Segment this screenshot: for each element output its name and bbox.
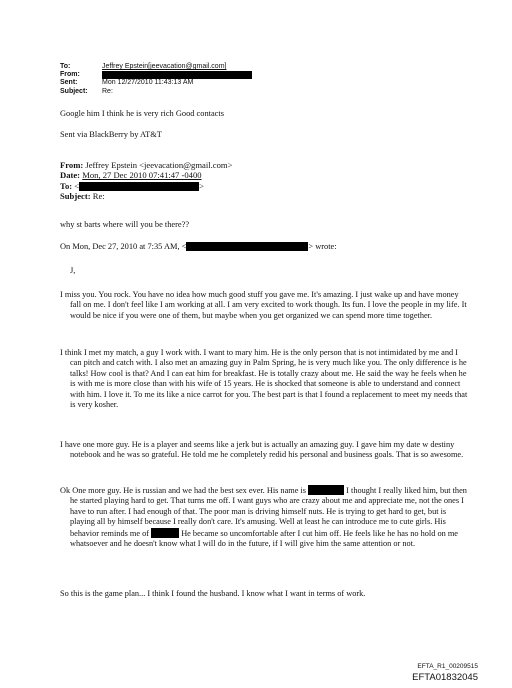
- blackberry-signature: Sent via BlackBerry by AT&T: [60, 130, 162, 139]
- paragraph-3: I have one more guy. He is a player and seems like a jerk but is actually an amazing guy. I gave him my date w destiny notebook and he was so grateful. He told me he completely redid his personal and business goals. That is so awesome.: [60, 440, 464, 460]
- redaction-box: [308, 485, 344, 495]
- greeting: J,: [70, 266, 76, 275]
- outer-from-label: From:: [60, 71, 80, 79]
- paragraph-4-part-3: He became so uncomfortable after I cut him off. He feels like he has no hold on me whatsoever and he doesn't know what I will do in the future, if I will give him the same attention or not.: [70, 528, 458, 549]
- reply-line: Google him I think he is very rich Good contacts: [60, 109, 224, 118]
- outer-subject-row: [60, 88, 252, 96]
- inner-to-close: >: [199, 180, 204, 191]
- inner-email-header: [60, 160, 232, 202]
- inner-from-row: [60, 160, 232, 170]
- outer-sent-label: Sent:: [60, 79, 78, 87]
- paragraph-1: I miss you. You rock. You have no idea how much good stuff you gave me. It's amazing. I just wake up and have money fall on me. I don't feel like I am working at all. I am very excited to work though. Its fun. I love the people in my life. It would be nice if you were one of them, but maybe when you get organized we can spend more time together.: [60, 290, 467, 320]
- quote-intro-after: > wrote:: [308, 242, 337, 251]
- inner-to-row: [60, 181, 232, 191]
- footer-id-large: EFTA01832045: [412, 672, 478, 683]
- inner-subject-label: Subject:: [60, 191, 91, 202]
- inner-from-value: Jeffrey Epstein <jeevacation@gmail.com>: [85, 160, 233, 170]
- outer-email-header: [60, 63, 252, 96]
- inner-subject-row: [60, 191, 232, 201]
- outer-subject-value: Re:: [102, 87, 113, 95]
- quote-intro-before: On Mon, Dec 27, 2010 at 7:35 AM, <: [60, 242, 187, 251]
- paragraph-2: I think I met my match, a guy I work with. I want to mary him. He is the only person that is not intimidated by me and I can pitch and catch with. I also met an amazing guy in Palm Spring, he is very much like you. The only difference is he talks! How cool is that? And I can eat him for breakfast. He is totally crazy about me. He said the way he feels when he is with me is more close than with his wife of 15 years. He is shocked that someone is able to understand and connect with him. I love it. To me its like a nice carrot for you. The best part is that I found a replacement to meet my needs that is very kosher.: [60, 348, 468, 410]
- redaction-box: [186, 242, 308, 251]
- footer-id-small: EFTA_R1_00209515: [417, 663, 478, 670]
- outer-to-label: To:: [60, 63, 71, 70]
- redaction-box: [79, 182, 199, 191]
- paragraph-4-part-2: I thought I really liked him, but then he started playing hard to get. That turns me off. I want guys who are crazy about me and appreciate me, not the ones I have to run after. I had enough of that. The poor man is driving himself nuts. He is trying to get hard to get, but is playing all by himself because I really don't care. It's amusing. Well at least he can introduce me to cute girls. His behavior reminds me of: [70, 486, 467, 538]
- inner-date-value: Mon, 27 Dec 2010 07:41:47 -0400: [82, 170, 202, 181]
- inner-date-label: Date:: [60, 170, 81, 181]
- inner-from-label: From:: [60, 160, 84, 170]
- redaction-box: [151, 528, 179, 538]
- outer-from-row: [60, 71, 252, 79]
- epstein-message: why st barts where will you be there??: [60, 220, 190, 229]
- quote-intro: [60, 242, 337, 253]
- outer-sent-row: [60, 79, 252, 87]
- outer-subject-label: Subject:: [60, 87, 88, 95]
- paragraph-4-part-1: Ok One more guy. He is russian and we had the best sex ever. His name is: [60, 486, 307, 495]
- paragraph-5: So this is the game plan... I think I found the husband. I know what I want in terms of work.: [60, 589, 366, 598]
- redaction-box: [102, 71, 252, 79]
- outer-to-row: [60, 63, 252, 71]
- inner-to-label: To:: [60, 180, 73, 191]
- inner-subject-value: Re:: [92, 191, 105, 202]
- paragraph-4: [60, 485, 470, 549]
- outer-sent-value: Mon 12/27/2010 11:43:13 AM: [102, 79, 194, 87]
- outer-to-value: Jeffrey Epstein[jeevacation@gmail.com]: [102, 63, 227, 70]
- inner-date-row: [60, 170, 232, 180]
- inner-to-value: <: [74, 180, 80, 191]
